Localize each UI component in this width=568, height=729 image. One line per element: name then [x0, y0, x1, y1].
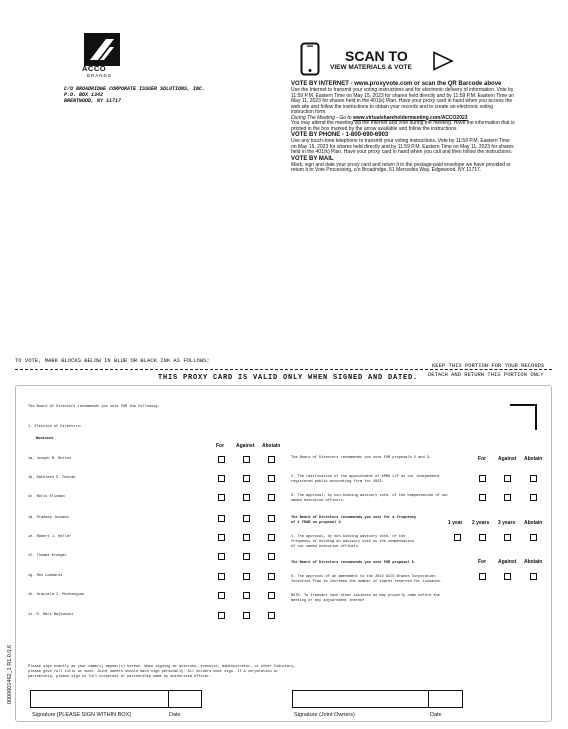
nominee-name: 1b. Kathleen S. Dvorak: [28, 476, 76, 480]
proposal-4: [291, 535, 414, 550]
p4-2years-checkbox[interactable]: [479, 534, 486, 541]
phone-body: Use any touch-tone telephone to transmit your voting instructions. Vote by 11:59 P.M. Eastern Time on May 15, 2023 for shares held directly and by 11:59 P.M. Eastern Time on May 11, 2023 for shares held in the 401(k) Plan. Have your proxy card in hand when you call and then follow the instructions.: [291, 138, 514, 155]
proposal-line: of our named executive officers.: [291, 545, 361, 549]
nominee-for-checkbox[interactable]: [218, 515, 225, 522]
nominee-name: 1f. Thomas Kroeger: [28, 554, 67, 558]
nominee-name: 1g. Ron Lombardi: [28, 574, 63, 578]
return-address: [64, 86, 205, 104]
detach-portion-label: DETACH AND RETURN THIS PORTION ONLY: [428, 371, 544, 378]
phone-icon: [300, 42, 320, 81]
col-against: Against: [236, 443, 255, 449]
note: [291, 594, 440, 604]
rec-line: of 1 YEAR on proposal 4.: [291, 521, 343, 525]
nominee-against-checkbox[interactable]: [243, 573, 250, 580]
voting-instructions: [291, 81, 516, 174]
meeting-body: You may attend the meeting via the Internet and vote during the meeting. Have the information that is printed in the box marked by the arrow available and follow the instructions.: [291, 120, 515, 132]
joint-signature-label: Signature (Joint Owners): [294, 712, 355, 718]
nominee-name: 1i. E. Mark Rajkowski: [28, 613, 74, 617]
signature-date-box[interactable]: [169, 690, 202, 708]
col-3-years: 3 years: [498, 520, 516, 526]
nominee-name: 1e. Robert J. Keller: [28, 535, 72, 539]
valid-notice: THIS PROXY CARD IS VALID ONLY WHEN SIGNED AND DATED.: [158, 374, 419, 382]
p3-for-checkbox[interactable]: [479, 494, 486, 501]
meeting-url-link[interactable]: www.virtualshareholdermeeting.com/ACCO2023: [352, 114, 468, 121]
control-number-text: 0000601462_1 R1.0.0.6: [7, 644, 13, 704]
internet-heading: VOTE BY INTERNET - www.proxyvote.com or scan the QR Barcode above: [291, 81, 502, 87]
proposal-2: [291, 475, 440, 485]
vote-instruction: TO VOTE, MARK BLOCKS BELOW IN BLUE OR BLACK INK AS FOLLOWS:: [15, 357, 210, 364]
arrow-right-icon: [432, 51, 454, 76]
joint-date-box[interactable]: [429, 690, 463, 708]
election-label: 1. Election of Directors:: [28, 425, 82, 429]
col-against-right: Against: [498, 456, 517, 462]
proposal-line: 2. The ratification of the appointment of KPMG LLP as our independent: [291, 475, 440, 479]
proposal-line: frequency of holding an advisory vote on the compensation: [291, 540, 414, 544]
col-1-year: 1 year: [448, 520, 463, 526]
p2-abstain-checkbox[interactable]: [530, 475, 537, 482]
dashed-cut-line: [15, 369, 428, 370]
nominees-label: Nominees: [36, 437, 54, 441]
nominee-for-checkbox[interactable]: [218, 534, 225, 541]
p3-against-checkbox[interactable]: [504, 494, 511, 501]
nominee-for-checkbox[interactable]: [218, 494, 225, 501]
scan-title: SCAN TO: [345, 48, 408, 64]
nominee-against-checkbox[interactable]: [243, 456, 250, 463]
nominee-for-checkbox[interactable]: [218, 475, 225, 482]
board-rec-left: The Board of Directors recommends you vote FOR the following:: [28, 405, 160, 409]
p2-against-checkbox[interactable]: [504, 475, 511, 482]
nominee-name: 1a. Joseph B. Burton: [28, 457, 72, 461]
col-abstain-4: Abstain: [524, 520, 543, 526]
nominee-name: 1d. Pradeep Jotwani: [28, 516, 69, 520]
nominee-against-checkbox[interactable]: [243, 612, 250, 619]
nominee-for-checkbox[interactable]: [218, 592, 225, 599]
board-rec-5: The Board of Directors recommends you vote FOR proposal 5.: [291, 561, 417, 565]
logo-word: ACCO: [82, 64, 107, 73]
rec-line: The Board of Directors recommends you vote for a frequency: [291, 516, 417, 520]
nominee-against-checkbox[interactable]: [243, 592, 250, 599]
proposal-3: [291, 494, 448, 504]
sign-note: [28, 665, 295, 680]
meeting-lead: During The Meeting - Go to: [291, 114, 352, 121]
board-rec-4: [291, 516, 416, 526]
proposal-line: named executive officers.: [291, 499, 345, 503]
col-abstain-right: Abstain: [524, 456, 543, 462]
control-number: [4, 596, 14, 706]
col-abstain: Abstain: [262, 443, 281, 449]
joint-signature-box[interactable]: [292, 690, 429, 708]
col-against-5: Against: [498, 559, 517, 565]
note-line: NOTE: To transact such other business as may properly come before the: [291, 594, 440, 598]
col-for-5: For: [478, 559, 487, 565]
nominee-abstain-checkbox[interactable]: [268, 612, 275, 619]
nominee-abstain-checkbox[interactable]: [268, 534, 275, 541]
signature-label: Signature [PLEASE SIGN WITHIN BOX]: [32, 712, 131, 718]
address-line: P.O. BOX 1342: [64, 92, 104, 98]
nominee-for-checkbox[interactable]: [218, 573, 225, 580]
keep-portion-label: KEEP THIS PORTION FOR YOUR RECORDS: [432, 362, 545, 369]
scan-subtitle: VIEW MATERIALS & VOTE: [330, 64, 412, 71]
col-2-years: 2 years: [472, 520, 490, 526]
nominee-name: 1h. Graciela I. Monteagudo: [28, 593, 85, 597]
sign-note-line: Please sign exactly as your name(s) appear(s) hereon. When signing as attorney, executor, administrator, or other fiduciary,: [28, 665, 296, 669]
nominee-abstain-checkbox[interactable]: [268, 573, 275, 580]
date-label: Date: [169, 712, 181, 718]
p5-abstain-checkbox[interactable]: [530, 573, 537, 580]
nominee-against-checkbox[interactable]: [243, 475, 250, 482]
proposal-line: 3. The approval, by non-binding advisory vote, of the compensation of our: [291, 494, 449, 498]
signature-box[interactable]: [30, 690, 169, 708]
p4-abstain-checkbox[interactable]: [530, 534, 537, 541]
nominee-for-checkbox[interactable]: [218, 553, 225, 560]
nominee-against-checkbox[interactable]: [243, 515, 250, 522]
acco-logo-icon: [84, 33, 120, 66]
sign-note-line: partnership, please sign in full corporate or partnership name by authorized officer.: [28, 675, 212, 679]
proposal-line: 5. The approval of an amendment to the 2022 ACCO Brands Corporation: [291, 575, 436, 579]
col-abstain-5: Abstain: [524, 559, 543, 565]
joint-date-label: Date: [430, 712, 442, 718]
p4-3years-checkbox[interactable]: [504, 534, 511, 541]
logo-sub: BRANDS: [87, 73, 112, 78]
nominee-abstain-checkbox[interactable]: [268, 494, 275, 501]
p5-against-checkbox[interactable]: [504, 573, 511, 580]
note-line: meeting or any adjournment thereof.: [291, 599, 367, 603]
proposal-5: [291, 575, 442, 585]
proposal-line: Incentive Plan to increase the number of shares reserved for issuance.: [291, 580, 442, 584]
p2-for-checkbox[interactable]: [479, 475, 486, 482]
internet-body: Use the Internet to transmit your voting instructions and for electronic delivery of information. Vote by 11:59 P.M. Eastern Time on May 15, 2023 for shares held directly and by 11:59 P.M. Eastern Time on May 11, 2023 for shares held in the 401(k) Plan. Have your proxy card in hand when you access the web site and follow the instructions to obtain your records and to create an electronic voting instruction form.: [291, 87, 515, 115]
col-for-right: For: [478, 456, 487, 462]
mail-heading: VOTE BY MAIL: [291, 155, 334, 162]
nominee-for-checkbox[interactable]: [218, 612, 225, 619]
dashed-cut-line: [430, 369, 552, 370]
nominee-abstain-checkbox[interactable]: [268, 475, 275, 482]
phone-heading: VOTE BY PHONE - 1-800-690-6903: [291, 132, 389, 138]
nominee-against-checkbox[interactable]: [243, 494, 250, 501]
nominee-abstain-checkbox[interactable]: [268, 553, 275, 560]
proposal-line: 4. The approval, by non-binding advisory vote, of the: [291, 535, 406, 539]
p3-abstain-checkbox[interactable]: [530, 494, 537, 501]
board-rec-2-3: The Board of Directors recommends you vote FOR proposals 2 and 3.: [291, 456, 432, 460]
p5-for-checkbox[interactable]: [479, 573, 486, 580]
nominee-against-checkbox[interactable]: [243, 534, 250, 541]
nominee-for-checkbox[interactable]: [218, 456, 225, 463]
address-line: BRENTWOOD, NY 11717: [64, 98, 122, 104]
corner-mark: [510, 404, 537, 430]
col-for: For: [216, 443, 225, 449]
proposal-line: registered public accounting firm for 2023.: [291, 480, 384, 484]
nominee-abstain-checkbox[interactable]: [268, 515, 275, 522]
nominee-name: 1c. Boris Elisman: [28, 495, 65, 499]
nominee-abstain-checkbox[interactable]: [268, 456, 275, 463]
p4-1year-checkbox[interactable]: [454, 534, 461, 541]
nominee-abstain-checkbox[interactable]: [268, 592, 275, 599]
sign-note-line: please give full title as such. Joint owners should each sign personally. All holders must sign. If a corporation or: [28, 670, 279, 674]
address-line: C/O BROADRIDGE CORPORATE ISSUER SOLUTIONS, INC.: [64, 86, 206, 92]
mail-body: Mark, sign and date your proxy card and return it in the postage-paid envelope we have provided or return it to Vote Processing, c/o Broadridge, 51 Mercedes Way, Edgewood, NY 11717.: [291, 161, 511, 173]
nominee-against-checkbox[interactable]: [243, 553, 250, 560]
